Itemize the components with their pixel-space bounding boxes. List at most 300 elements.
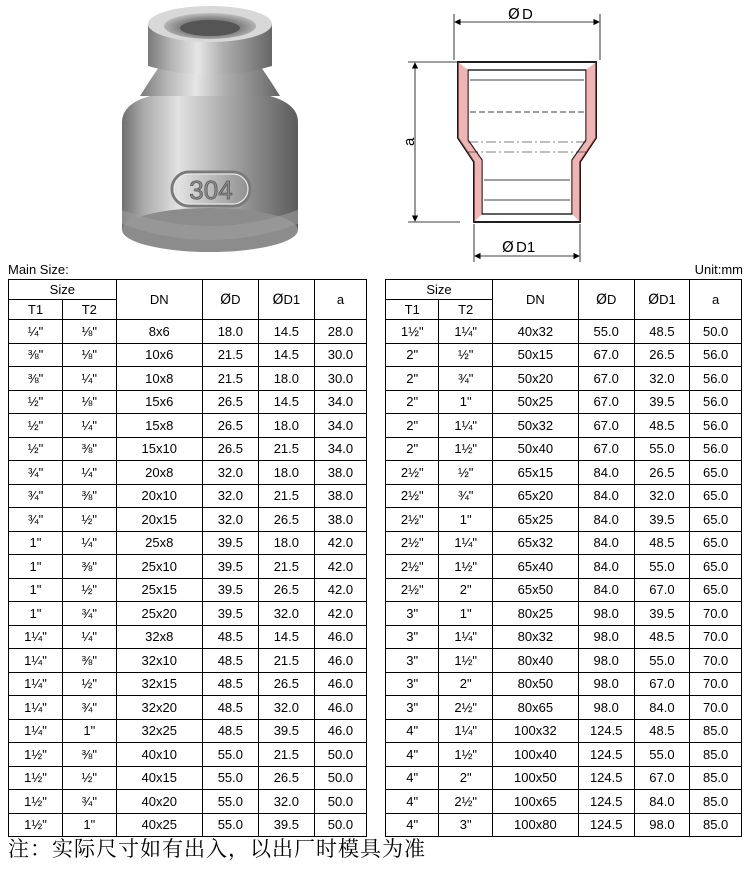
cell-a: 42.0: [314, 555, 366, 579]
cell-a: 56.0: [690, 343, 742, 367]
table-row: [386, 649, 742, 673]
cell-a: 56.0: [690, 414, 742, 438]
cell-t2: ¾": [439, 367, 492, 391]
cell-t2: ¾": [439, 484, 492, 508]
cell-dn: 50x20: [492, 367, 578, 391]
cell-t1: 1": [9, 578, 63, 602]
cell-dn: 100x32: [492, 719, 578, 743]
cell-a: 70.0: [690, 625, 742, 649]
cell-dn: 65x15: [492, 461, 578, 485]
cell-dn: 15x8: [116, 414, 202, 438]
cell-dn: 50x40: [492, 437, 578, 461]
table-row: [9, 743, 367, 767]
cell-t2: 3": [439, 813, 492, 837]
cell-d: 98.0: [578, 625, 634, 649]
cell-t1: 1½": [9, 813, 63, 837]
product-marking: 304: [189, 175, 233, 205]
cell-d: 48.5: [202, 649, 258, 673]
cell-dn: 40x20: [116, 790, 202, 814]
cell-d1: 39.5: [634, 508, 690, 532]
table-row: [386, 484, 742, 508]
cell-d: 55.0: [202, 766, 258, 790]
cell-t2: 1": [439, 508, 492, 532]
header-d-text: D: [231, 291, 241, 307]
cell-a: 42.0: [314, 531, 366, 555]
cell-dn: 10x8: [116, 367, 202, 391]
cell-t1: ½": [9, 390, 63, 414]
cell-a: 56.0: [690, 390, 742, 414]
cell-a: 65.0: [690, 508, 742, 532]
cell-t1: 1¼": [9, 672, 63, 696]
cell-dn: 25x8: [116, 531, 202, 555]
cell-t1: 4": [386, 743, 439, 767]
cell-d1: 26.5: [258, 578, 314, 602]
cell-d: 18.0: [202, 320, 258, 344]
cell-t1: 1¼": [9, 625, 63, 649]
cell-t2: ⅜": [62, 555, 116, 579]
cell-d: 26.5: [202, 437, 258, 461]
cell-dn: 65x20: [492, 484, 578, 508]
spec-table-right-body: [386, 320, 742, 837]
cell-d1: 67.0: [634, 672, 690, 696]
cell-a: 30.0: [314, 343, 366, 367]
cell-a: 34.0: [314, 437, 366, 461]
cell-t1: 1½": [9, 743, 63, 767]
cell-d1: 18.0: [258, 461, 314, 485]
cell-dn: 15x6: [116, 390, 202, 414]
header-size: Size: [9, 280, 117, 300]
cell-d1: 48.5: [634, 625, 690, 649]
cell-d: 67.0: [578, 343, 634, 367]
cell-a: 65.0: [690, 461, 742, 485]
header-dn: DN: [492, 280, 578, 320]
header-t1: T1: [9, 300, 63, 320]
cell-d1: 14.5: [258, 343, 314, 367]
header-phi: Ø: [272, 291, 284, 308]
cell-dn: 65x32: [492, 531, 578, 555]
table-row: [386, 672, 742, 696]
cell-d1: 26.5: [258, 766, 314, 790]
table-row: [9, 367, 367, 391]
section-drawing: [398, 0, 628, 262]
table-row: [386, 719, 742, 743]
drawing-label-d: D: [522, 6, 533, 23]
cell-dn: 8x6: [116, 320, 202, 344]
cell-dn: 65x50: [492, 578, 578, 602]
cell-t1: ⅜": [9, 343, 63, 367]
cell-t2: 1¼": [439, 625, 492, 649]
cell-d: 124.5: [578, 743, 634, 767]
cell-d: 84.0: [578, 578, 634, 602]
cell-t1: 1¼": [9, 719, 63, 743]
cell-dn: 100x40: [492, 743, 578, 767]
table-row: [386, 555, 742, 579]
cell-d1: 32.0: [258, 696, 314, 720]
cell-dn: 40x15: [116, 766, 202, 790]
cell-dn: 100x65: [492, 790, 578, 814]
table-row: [386, 696, 742, 720]
cell-d: 55.0: [202, 743, 258, 767]
cell-t1: ½": [9, 437, 63, 461]
table-row: [9, 390, 367, 414]
cell-dn: 32x10: [116, 649, 202, 673]
cell-d: 84.0: [578, 531, 634, 555]
cell-t1: 2½": [386, 484, 439, 508]
cell-a: 46.0: [314, 649, 366, 673]
cell-d1: 32.0: [634, 367, 690, 391]
header-phi: Ø: [648, 291, 660, 308]
cell-t2: ¼": [62, 625, 116, 649]
cell-d1: 21.5: [258, 484, 314, 508]
cell-a: 56.0: [690, 437, 742, 461]
cell-d1: 48.5: [634, 320, 690, 344]
cell-d1: 21.5: [258, 743, 314, 767]
cell-a: 70.0: [690, 696, 742, 720]
cell-t1: 1½": [9, 790, 63, 814]
product-photo: [100, 4, 320, 256]
cell-a: 42.0: [314, 578, 366, 602]
table-row: [386, 508, 742, 532]
cell-d1: 55.0: [634, 437, 690, 461]
table-row: [9, 484, 367, 508]
cell-t1: 2½": [386, 508, 439, 532]
header-dn: DN: [116, 280, 202, 320]
cell-d1: 18.0: [258, 414, 314, 438]
cell-t1: 2½": [386, 555, 439, 579]
table-row: [9, 320, 367, 344]
cell-a: 65.0: [690, 578, 742, 602]
table-row: [386, 461, 742, 485]
spec-table-left: [8, 279, 367, 837]
cell-a: 56.0: [690, 367, 742, 391]
table-row: [9, 578, 367, 602]
cell-d: 39.5: [202, 555, 258, 579]
cell-t1: 1": [9, 602, 63, 626]
cell-t2: 1½": [439, 555, 492, 579]
cell-t2: ¼": [62, 414, 116, 438]
drawing-label-a: a: [401, 137, 418, 146]
cell-t2: ½": [62, 578, 116, 602]
header-a: a: [690, 280, 742, 320]
table-row: [386, 766, 742, 790]
table-row: [386, 320, 742, 344]
header-d1-text: D1: [283, 291, 301, 307]
cell-dn: 80x25: [492, 602, 578, 626]
cell-a: 46.0: [314, 672, 366, 696]
header-d: [202, 280, 258, 320]
header-d1-text: D1: [659, 291, 676, 307]
cell-d: 84.0: [578, 461, 634, 485]
cell-d: 67.0: [578, 390, 634, 414]
cell-d: 67.0: [578, 414, 634, 438]
cell-d: 124.5: [578, 813, 634, 837]
cell-dn: 25x15: [116, 578, 202, 602]
table-row: [9, 696, 367, 720]
cell-a: 28.0: [314, 320, 366, 344]
table-row: [386, 367, 742, 391]
cell-a: 34.0: [314, 414, 366, 438]
cell-dn: 32x15: [116, 672, 202, 696]
cell-a: 65.0: [690, 531, 742, 555]
cell-t2: ½": [62, 672, 116, 696]
cell-t1: 2": [386, 414, 439, 438]
table-row: [9, 649, 367, 673]
cell-t1: ¾": [9, 461, 63, 485]
cell-t1: ¾": [9, 508, 63, 532]
table-row: [386, 390, 742, 414]
cell-t2: 1¼": [439, 414, 492, 438]
cell-t1: ⅜": [9, 367, 63, 391]
cell-t2: 1¼": [439, 531, 492, 555]
cell-d1: 21.5: [258, 555, 314, 579]
header-d1: [258, 280, 314, 320]
table-row: [9, 555, 367, 579]
cell-t1: 3": [386, 602, 439, 626]
cell-t1: 3": [386, 625, 439, 649]
cell-a: 38.0: [314, 508, 366, 532]
table-row: [386, 813, 742, 837]
footnote: 注：实际尺寸如有出入，以出厂时模具为准: [8, 837, 426, 861]
table-row: [9, 766, 367, 790]
cell-d1: 39.5: [634, 390, 690, 414]
cell-a: 70.0: [690, 649, 742, 673]
cell-d1: 84.0: [634, 696, 690, 720]
header-a: a: [314, 280, 366, 320]
cell-d1: 39.5: [634, 602, 690, 626]
cell-d: 55.0: [202, 790, 258, 814]
cell-a: 50.0: [314, 766, 366, 790]
cell-t1: 2": [386, 343, 439, 367]
cell-dn: 15x10: [116, 437, 202, 461]
header-phi: Ø: [220, 291, 232, 308]
cell-t2: 2½": [439, 790, 492, 814]
cell-d: 67.0: [578, 437, 634, 461]
cell-t2: ½": [62, 766, 116, 790]
cell-t1: 2": [386, 390, 439, 414]
cell-a: 70.0: [690, 602, 742, 626]
cell-d: 124.5: [578, 719, 634, 743]
table-row: [9, 719, 367, 743]
cell-t1: 1": [9, 531, 63, 555]
cell-t1: 1": [9, 555, 63, 579]
cell-t1: 4": [386, 790, 439, 814]
main-size-label: Main Size:: [8, 262, 69, 277]
cell-t1: 2": [386, 437, 439, 461]
cell-dn: 40x25: [116, 813, 202, 837]
cell-t1: ¼": [9, 320, 63, 344]
cell-d1: 84.0: [634, 790, 690, 814]
cell-d1: 55.0: [634, 649, 690, 673]
cell-a: 85.0: [690, 813, 742, 837]
table-row: [386, 414, 742, 438]
cell-a: 50.0: [314, 813, 366, 837]
cell-d1: 67.0: [634, 766, 690, 790]
cell-d1: 39.5: [258, 813, 314, 837]
cell-t2: ¾": [62, 696, 116, 720]
cell-dn: 100x50: [492, 766, 578, 790]
cell-d1: 18.0: [258, 367, 314, 391]
header-t2: T2: [62, 300, 116, 320]
table-row: [9, 343, 367, 367]
cell-t1: 2½": [386, 461, 439, 485]
table-row: [9, 625, 367, 649]
cell-d: 26.5: [202, 390, 258, 414]
cell-a: 50.0: [690, 320, 742, 344]
cell-t2: 1¼": [439, 719, 492, 743]
cell-d: 32.0: [202, 508, 258, 532]
header-d: [578, 280, 634, 320]
cell-t1: 2½": [386, 531, 439, 555]
cell-d1: 67.0: [634, 578, 690, 602]
cell-t1: 1½": [386, 320, 439, 344]
table-row: [9, 790, 367, 814]
cell-t1: ¾": [9, 484, 63, 508]
cell-d1: 32.0: [258, 602, 314, 626]
cell-t1: 4": [386, 719, 439, 743]
cell-d: 84.0: [578, 508, 634, 532]
cell-dn: 40x10: [116, 743, 202, 767]
table-row: [386, 531, 742, 555]
cell-t1: 2½": [386, 578, 439, 602]
cell-d1: 32.0: [634, 484, 690, 508]
cell-a: 38.0: [314, 461, 366, 485]
cell-d1: 48.5: [634, 531, 690, 555]
header-t1: T1: [386, 300, 439, 320]
cell-t2: 1½": [439, 437, 492, 461]
cell-a: 65.0: [690, 484, 742, 508]
cell-d1: 26.5: [258, 508, 314, 532]
cell-d: 98.0: [578, 672, 634, 696]
drawing-phi-d: Ø: [508, 5, 520, 23]
cell-t1: 2": [386, 367, 439, 391]
cell-d: 124.5: [578, 790, 634, 814]
cell-t2: ½": [439, 461, 492, 485]
cell-a: 85.0: [690, 790, 742, 814]
cell-d: 39.5: [202, 578, 258, 602]
cell-t2: 2": [439, 672, 492, 696]
cell-dn: 25x10: [116, 555, 202, 579]
cell-a: 30.0: [314, 367, 366, 391]
cell-a: 42.0: [314, 602, 366, 626]
cell-d: 39.5: [202, 602, 258, 626]
cell-d1: 48.5: [634, 719, 690, 743]
cell-d1: 26.5: [634, 461, 690, 485]
cell-dn: 80x32: [492, 625, 578, 649]
cell-d1: 14.5: [258, 625, 314, 649]
cell-t2: ½": [439, 343, 492, 367]
cell-a: 34.0: [314, 390, 366, 414]
cell-t1: 1¼": [9, 696, 63, 720]
cell-d1: 14.5: [258, 390, 314, 414]
drawing-label-d1: D1: [516, 239, 536, 256]
cell-a: 70.0: [690, 672, 742, 696]
cell-a: 50.0: [314, 790, 366, 814]
cell-t2: ¾": [62, 602, 116, 626]
cell-d: 32.0: [202, 484, 258, 508]
cell-t2: 1": [62, 719, 116, 743]
cell-d: 98.0: [578, 649, 634, 673]
table-row: [386, 743, 742, 767]
cell-t2: 1": [439, 390, 492, 414]
table-row: [386, 790, 742, 814]
cell-d1: 48.5: [634, 414, 690, 438]
table-row: [9, 437, 367, 461]
cell-d1: 98.0: [634, 813, 690, 837]
cell-d: 48.5: [202, 672, 258, 696]
table-row: [386, 602, 742, 626]
cell-d: 124.5: [578, 766, 634, 790]
cell-a: 46.0: [314, 696, 366, 720]
cell-t2: ⅜": [62, 649, 116, 673]
cell-a: 46.0: [314, 625, 366, 649]
cell-dn: 80x40: [492, 649, 578, 673]
cell-a: 85.0: [690, 766, 742, 790]
cell-d1: 55.0: [634, 743, 690, 767]
cell-d: 21.5: [202, 367, 258, 391]
cell-t2: 2": [439, 766, 492, 790]
cell-t2: 1": [62, 813, 116, 837]
cell-t1: 4": [386, 766, 439, 790]
cell-a: 65.0: [690, 555, 742, 579]
cell-dn: 20x8: [116, 461, 202, 485]
cell-t2: ¾": [62, 790, 116, 814]
header-d1: [634, 280, 690, 320]
cell-d: 67.0: [578, 367, 634, 391]
cell-dn: 20x10: [116, 484, 202, 508]
cell-d: 98.0: [578, 602, 634, 626]
cell-dn: 50x32: [492, 414, 578, 438]
table-row: [386, 578, 742, 602]
cell-dn: 100x80: [492, 813, 578, 837]
table-row: [386, 343, 742, 367]
cell-a: 50.0: [314, 743, 366, 767]
cell-dn: 20x15: [116, 508, 202, 532]
cell-dn: 32x20: [116, 696, 202, 720]
cell-d1: 39.5: [258, 719, 314, 743]
header-t2: T2: [439, 300, 492, 320]
cell-dn: 80x65: [492, 696, 578, 720]
cell-d1: 26.5: [258, 672, 314, 696]
cell-a: 85.0: [690, 743, 742, 767]
cell-t2: ⅛": [62, 390, 116, 414]
cell-d1: 14.5: [258, 320, 314, 344]
cell-d: 55.0: [578, 320, 634, 344]
cell-d: 48.5: [202, 625, 258, 649]
cell-d1: 26.5: [634, 343, 690, 367]
cell-d: 26.5: [202, 414, 258, 438]
spec-table-right: [385, 279, 742, 837]
table-row: [9, 414, 367, 438]
table-row: [9, 508, 367, 532]
cell-d: 32.0: [202, 461, 258, 485]
cell-t1: 1½": [9, 766, 63, 790]
table-row: [9, 461, 367, 485]
cell-t2: 2½": [439, 696, 492, 720]
cell-d: 84.0: [578, 555, 634, 579]
cell-t1: 3": [386, 672, 439, 696]
cell-dn: 65x40: [492, 555, 578, 579]
table-row: [9, 672, 367, 696]
cell-t2: ⅛": [62, 320, 116, 344]
cell-t1: ½": [9, 414, 63, 438]
spec-table-left-body: [9, 320, 367, 837]
table-row: [386, 437, 742, 461]
cell-t2: 1½": [439, 743, 492, 767]
cell-dn: 10x6: [116, 343, 202, 367]
cell-t2: ¼": [62, 367, 116, 391]
cell-t2: ¼": [62, 531, 116, 555]
cell-t1: 3": [386, 696, 439, 720]
